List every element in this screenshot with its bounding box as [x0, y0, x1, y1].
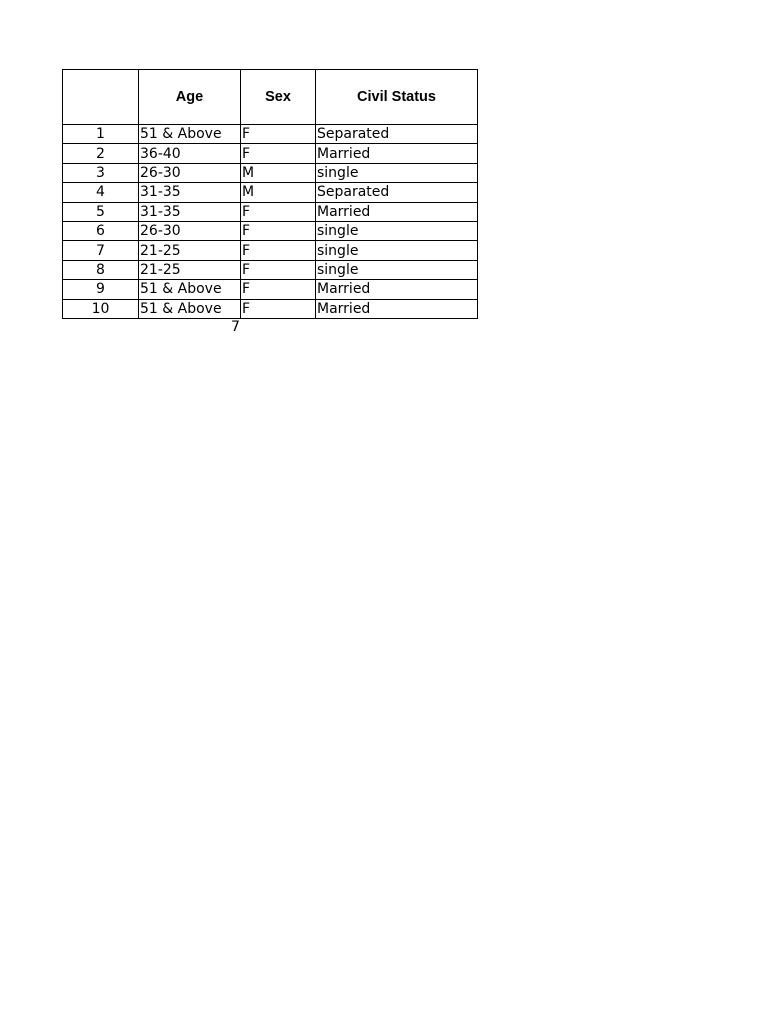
civil-status-cell: Married [316, 202, 478, 221]
row-number: 6 [63, 221, 139, 240]
row-number: 9 [63, 280, 139, 299]
respondent-table-container [62, 69, 478, 319]
age-cell: 36-40 [139, 144, 241, 163]
sex-cell: F [241, 241, 316, 260]
civil-status-cell: single [316, 221, 478, 240]
row-number: 8 [63, 260, 139, 279]
table-row [63, 280, 478, 299]
age-cell: 26-30 [139, 163, 241, 182]
table-row [63, 163, 478, 182]
row-number: 10 [63, 299, 139, 318]
civil-status-cell: single [316, 163, 478, 182]
table-row [63, 144, 478, 163]
age-cell: 21-25 [139, 241, 241, 260]
table-row [63, 241, 478, 260]
civil-status-cell: Married [316, 280, 478, 299]
age-cell: 51 & Above [139, 280, 241, 299]
table-row [63, 125, 478, 144]
age-cell: 31-35 [139, 202, 241, 221]
civil-status-cell: single [316, 260, 478, 279]
row-number: 7 [63, 241, 139, 260]
civil-status-cell: Separated [316, 183, 478, 202]
row-number: 3 [63, 163, 139, 182]
table-row [63, 202, 478, 221]
table-row [63, 221, 478, 240]
header-age: Age [139, 70, 241, 125]
sex-cell: F [241, 260, 316, 279]
age-cell: 51 & Above [139, 299, 241, 318]
age-cell: 51 & Above [139, 125, 241, 144]
sex-cell: F [241, 280, 316, 299]
sex-cell: F [241, 144, 316, 163]
age-cell: 21-25 [139, 260, 241, 279]
header-civil-status: Civil Status [316, 70, 478, 125]
row-number: 2 [63, 144, 139, 163]
civil-status-cell: Married [316, 299, 478, 318]
sex-cell: F [241, 125, 316, 144]
sex-cell: M [241, 183, 316, 202]
table-row [63, 183, 478, 202]
row-number: 1 [63, 125, 139, 144]
header-sex: Sex [241, 70, 316, 125]
civil-status-cell: Separated [316, 125, 478, 144]
table-row [63, 299, 478, 318]
sex-cell: F [241, 221, 316, 240]
sex-cell: F [241, 202, 316, 221]
age-cell: 26-30 [139, 221, 241, 240]
header-number [63, 70, 139, 125]
row-number: 4 [63, 183, 139, 202]
age-cell: 31-35 [139, 183, 241, 202]
table-header-row [63, 70, 478, 125]
civil-status-cell: single [316, 241, 478, 260]
row-number: 5 [63, 202, 139, 221]
table-row [63, 260, 478, 279]
respondent-table [62, 69, 478, 319]
page-number: 7 [231, 319, 240, 335]
civil-status-cell: Married [316, 144, 478, 163]
sex-cell: F [241, 299, 316, 318]
sex-cell: M [241, 163, 316, 182]
